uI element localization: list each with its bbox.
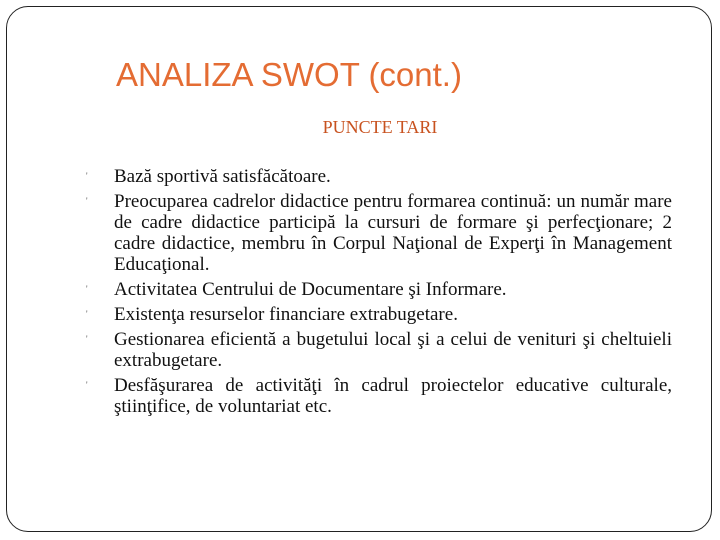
list-item-text: Activitatea Centrului de Documentare şi Informare.	[114, 279, 507, 300]
bullet-icon: '	[86, 334, 88, 344]
bullet-icon: '	[86, 309, 88, 319]
list-item-text: Existenţa resurselor financiare extrabugetare.	[114, 304, 458, 325]
list-item	[86, 166, 672, 187]
list-item	[86, 375, 672, 417]
list-item-text: Bază sportivă satisfăcătoare.	[114, 166, 331, 187]
bullet-icon: '	[86, 196, 88, 206]
list-item-text: Preocuparea cadrelor didactice pentru formarea continuă: un număr mare de cadre didactice participă la cursuri de formare şi perfecţionare; 2 cadre didactice, membru în Corpul Naţional de Experţi în Management Educaţional.	[114, 191, 672, 275]
list-item	[86, 329, 672, 371]
list-item-text: Gestionarea eficientă a bugetului local şi a celui de venituri şi cheltuieli extrabugetare.	[114, 329, 672, 371]
strengths-list	[86, 166, 672, 421]
bullet-icon: '	[86, 171, 88, 181]
list-item	[86, 279, 672, 300]
list-item	[86, 191, 672, 275]
bullet-icon: '	[86, 380, 88, 390]
slide-title: ANALIZA SWOT (cont.)	[116, 56, 462, 93]
list-item	[86, 304, 672, 325]
section-subtitle: PUNCTE TARI	[322, 117, 438, 137]
list-item-text: Desfăşurarea de activităţi în cadrul proiectelor educative culturale, ştiinţifice, de voluntariat etc.	[114, 375, 672, 417]
bullet-icon: '	[86, 284, 88, 294]
